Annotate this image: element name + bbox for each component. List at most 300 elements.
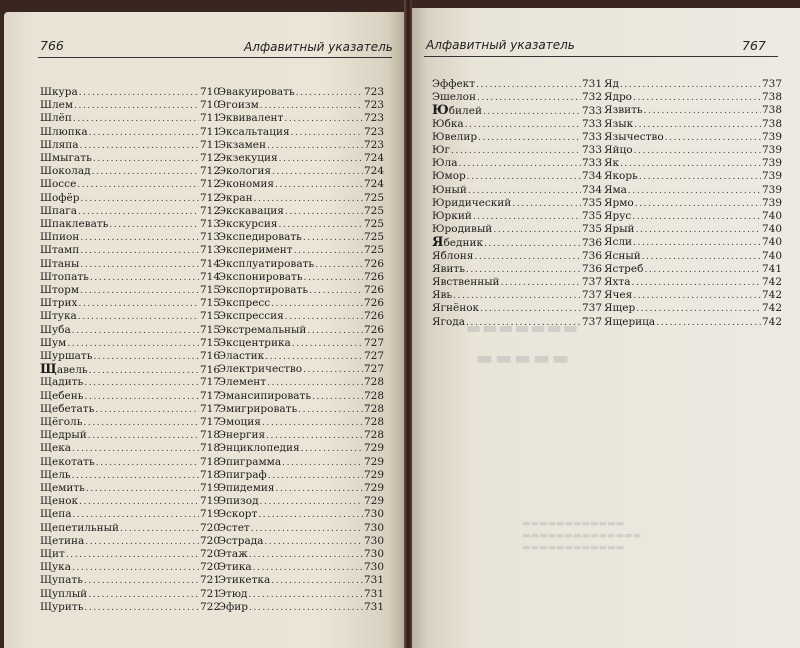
index-entry bbox=[218, 548, 384, 561]
index-entry bbox=[218, 469, 384, 482]
leader-dots bbox=[72, 562, 199, 575]
index-word: Щемить bbox=[40, 482, 85, 494]
index-word: Экспрессия bbox=[218, 310, 284, 323]
index-word: Эмигрировать bbox=[218, 402, 298, 415]
index-page-number: 732 bbox=[581, 91, 602, 104]
index-word: Юный bbox=[432, 183, 467, 196]
index-entry bbox=[218, 244, 384, 257]
index-page-number: 737 bbox=[581, 315, 602, 328]
index-entry bbox=[40, 495, 220, 508]
index-page-number: 728 bbox=[363, 402, 384, 415]
index-word: Щавель bbox=[40, 362, 88, 378]
index-entry bbox=[40, 337, 220, 350]
leader-dots bbox=[80, 232, 199, 245]
index-word: Юбилей bbox=[432, 103, 482, 119]
index-entry bbox=[218, 363, 384, 376]
index-entry bbox=[218, 376, 384, 389]
index-word: Шкура bbox=[40, 86, 78, 98]
index-word: Шофёр bbox=[40, 191, 80, 204]
leader-dots bbox=[109, 219, 199, 232]
index-page-number: 742 bbox=[761, 315, 782, 328]
index-entry bbox=[218, 429, 384, 442]
index-page-number: 724 bbox=[363, 165, 384, 178]
index-entry bbox=[40, 297, 220, 310]
index-page-number: 734 bbox=[581, 170, 602, 183]
index-page-number: 733 bbox=[581, 117, 602, 130]
index-word: Язык bbox=[604, 117, 634, 130]
index-page-number: 733 bbox=[581, 157, 602, 170]
index-page-number: 719 bbox=[199, 482, 220, 494]
index-page-number: 730 bbox=[363, 561, 384, 574]
index-word: Эквивалент bbox=[218, 112, 284, 125]
leader-dots bbox=[80, 193, 198, 206]
index-page-number: 717 bbox=[199, 416, 220, 428]
index-word: Шум bbox=[40, 336, 67, 349]
index-page-number: 736 bbox=[581, 237, 602, 250]
index-entry bbox=[40, 548, 220, 561]
index-word: Юг bbox=[432, 144, 451, 156]
index-page-number: 718 bbox=[199, 429, 220, 442]
index-entry bbox=[40, 258, 220, 271]
index-entry bbox=[604, 302, 782, 315]
index-word: Якорь bbox=[604, 170, 638, 183]
leader-dots bbox=[74, 100, 199, 113]
index-word: Щека bbox=[40, 442, 72, 455]
index-entry bbox=[218, 86, 384, 99]
index-page-number: 729 bbox=[363, 468, 384, 481]
index-word: Эксперимент bbox=[218, 244, 293, 257]
leader-dots bbox=[93, 153, 199, 166]
index-entry bbox=[218, 337, 384, 350]
index-entry bbox=[432, 157, 602, 170]
leader-dots bbox=[267, 377, 363, 390]
leader-dots bbox=[268, 470, 363, 483]
index-entry bbox=[40, 165, 220, 178]
leader-dots bbox=[636, 224, 761, 237]
index-entry bbox=[604, 250, 782, 263]
leader-dots bbox=[480, 303, 581, 316]
index-word: Щенок bbox=[40, 495, 79, 508]
index-page-number: 726 bbox=[363, 297, 384, 310]
index-entry bbox=[40, 192, 220, 205]
index-word: Ящер bbox=[604, 302, 636, 315]
index-entry bbox=[432, 302, 602, 315]
leader-dots bbox=[265, 351, 363, 364]
leader-dots bbox=[477, 92, 581, 105]
index-page-number: 726 bbox=[363, 310, 384, 323]
index-entry bbox=[218, 297, 384, 310]
leader-dots bbox=[282, 457, 363, 470]
index-entry bbox=[40, 284, 220, 297]
index-page-number: 740 bbox=[761, 210, 782, 222]
index-word: Эстрада bbox=[218, 534, 264, 547]
index-page-number: 722 bbox=[199, 600, 220, 613]
index-word: Эффект bbox=[432, 78, 476, 90]
index-page-number: 720 bbox=[199, 548, 220, 560]
index-word: Щадить bbox=[40, 376, 84, 389]
index-word: Эстет bbox=[218, 521, 250, 534]
index-entry bbox=[432, 91, 602, 104]
index-entry bbox=[40, 522, 220, 535]
index-page-number: 742 bbox=[761, 276, 782, 288]
index-entry bbox=[40, 442, 220, 455]
index-entry bbox=[218, 139, 384, 152]
leader-dots bbox=[285, 206, 363, 219]
right-page-number: 767 bbox=[742, 38, 766, 53]
index-page-number: 718 bbox=[199, 455, 220, 468]
index-entry bbox=[40, 429, 220, 442]
index-page-number: 716 bbox=[199, 364, 220, 377]
index-page-number: 713 bbox=[199, 244, 220, 257]
index-word: Яхта bbox=[604, 276, 631, 288]
index-word: Ягнёнок bbox=[432, 302, 480, 315]
leader-dots bbox=[451, 145, 581, 158]
index-word: Экология bbox=[218, 165, 272, 178]
leader-dots bbox=[78, 206, 199, 219]
index-page-number: 720 bbox=[199, 561, 220, 574]
index-entry bbox=[218, 310, 384, 323]
index-entry bbox=[218, 284, 384, 297]
leader-dots bbox=[315, 259, 363, 272]
leader-dots bbox=[84, 391, 199, 404]
index-page-number: 730 bbox=[363, 534, 384, 547]
index-page-number: 710 bbox=[199, 99, 220, 112]
index-page-number: 738 bbox=[761, 91, 782, 104]
index-entry bbox=[432, 250, 602, 263]
index-page-number: 715 bbox=[199, 310, 220, 323]
index-entry bbox=[432, 223, 602, 236]
index-entry bbox=[40, 205, 220, 218]
index-word: Щекотать bbox=[40, 455, 95, 468]
index-entry bbox=[218, 165, 384, 178]
leader-dots bbox=[95, 404, 199, 417]
index-entry bbox=[604, 263, 782, 276]
index-page-number: 723 bbox=[363, 138, 384, 151]
leader-dots bbox=[271, 298, 363, 311]
leader-dots bbox=[631, 277, 760, 290]
index-entry bbox=[432, 78, 602, 91]
index-entry bbox=[40, 416, 220, 429]
index-entry bbox=[218, 324, 384, 337]
index-word: Шторм bbox=[40, 284, 80, 296]
index-entry bbox=[432, 104, 602, 117]
leader-dots bbox=[632, 211, 761, 224]
index-entry bbox=[218, 482, 384, 495]
index-page-number: 729 bbox=[363, 482, 384, 494]
index-entry bbox=[40, 178, 220, 191]
index-entry bbox=[432, 131, 602, 144]
index-word: Экскурсия bbox=[218, 218, 278, 230]
leader-dots bbox=[254, 193, 363, 206]
index-entry bbox=[218, 258, 384, 271]
index-page-number: 737 bbox=[581, 289, 602, 302]
leader-dots bbox=[251, 523, 363, 536]
index-word: Шоссе bbox=[40, 178, 77, 191]
right-header-rule bbox=[424, 56, 778, 57]
leader-dots bbox=[309, 285, 363, 298]
index-entry bbox=[218, 561, 384, 574]
leader-dots bbox=[249, 549, 363, 562]
left-running-head: Алфавитный указатель bbox=[244, 40, 393, 54]
index-page-number: 719 bbox=[199, 508, 220, 521]
leader-dots bbox=[468, 185, 581, 198]
index-word: Эшелон bbox=[432, 91, 476, 104]
index-page-number: 723 bbox=[363, 112, 384, 125]
index-word: Явить bbox=[432, 262, 465, 275]
index-entry bbox=[40, 601, 220, 614]
index-word: Энергия bbox=[218, 429, 266, 442]
leader-dots bbox=[78, 311, 199, 324]
show-through-text: ▬▬▬▬▬▬▬▬▬▬▬▬ ▬▬▬▬▬▬▬▬▬▬▬▬▬▬ ▬▬▬▬▬▬▬▬▬▬▬▬ bbox=[522, 519, 642, 553]
index-entry bbox=[40, 482, 220, 495]
index-page-number: 728 bbox=[363, 416, 384, 428]
index-word: Эмоция bbox=[218, 416, 261, 428]
index-entry bbox=[604, 276, 782, 289]
index-word: Щедрый bbox=[40, 429, 87, 442]
index-entry bbox=[218, 390, 384, 403]
index-word: Щурить bbox=[40, 600, 84, 613]
index-entry bbox=[218, 205, 384, 218]
leader-dots bbox=[291, 127, 363, 140]
index-page-number: 726 bbox=[363, 284, 384, 296]
index-entry bbox=[40, 126, 220, 139]
index-entry bbox=[40, 218, 220, 231]
index-word: Экспедировать bbox=[218, 231, 302, 244]
index-word: Экзамен bbox=[218, 138, 266, 151]
index-entry bbox=[40, 324, 220, 337]
leader-dots bbox=[79, 87, 199, 100]
index-entry bbox=[604, 316, 782, 329]
index-entry bbox=[40, 363, 220, 376]
index-page-number: 736 bbox=[581, 262, 602, 275]
index-word: Юмор bbox=[432, 170, 466, 183]
index-page-number: 738 bbox=[761, 117, 782, 130]
index-page-number: 739 bbox=[761, 196, 782, 209]
index-entry bbox=[604, 144, 782, 157]
index-page-number: 740 bbox=[761, 236, 782, 249]
leader-dots bbox=[478, 132, 581, 145]
leader-dots bbox=[458, 158, 580, 171]
leader-dots bbox=[253, 562, 363, 575]
index-word: Щебень bbox=[40, 389, 84, 402]
index-word: Яблоня bbox=[432, 249, 474, 262]
index-word: Щель bbox=[40, 468, 71, 481]
leader-dots bbox=[260, 496, 363, 509]
leader-dots bbox=[298, 404, 363, 417]
index-page-number: 740 bbox=[761, 249, 782, 262]
index-word: Яма bbox=[604, 183, 627, 196]
index-page-number: 723 bbox=[363, 86, 384, 98]
index-entry bbox=[40, 469, 220, 482]
index-entry bbox=[40, 231, 220, 244]
index-word: Этаж bbox=[218, 548, 248, 560]
index-entry bbox=[604, 289, 782, 302]
index-entry bbox=[218, 403, 384, 416]
index-entry bbox=[218, 192, 384, 205]
leader-dots bbox=[96, 457, 199, 470]
leader-dots bbox=[77, 179, 199, 192]
leader-dots bbox=[453, 290, 581, 303]
index-entry bbox=[218, 522, 384, 535]
leader-dots bbox=[628, 185, 761, 198]
index-entry bbox=[432, 210, 602, 223]
index-page-number: 718 bbox=[199, 442, 220, 455]
index-word: Экстремальный bbox=[218, 323, 307, 336]
index-page-number: 726 bbox=[363, 323, 384, 336]
leader-dots bbox=[72, 325, 199, 338]
leader-dots bbox=[85, 536, 199, 549]
index-entry bbox=[40, 350, 220, 363]
index-page-number: 733 bbox=[581, 144, 602, 156]
index-page-number: 712 bbox=[199, 191, 220, 204]
index-entry bbox=[218, 126, 384, 139]
index-page-number: 739 bbox=[761, 170, 782, 183]
index-word: Ячея bbox=[604, 289, 633, 302]
index-entry bbox=[604, 184, 782, 197]
index-word: Ягода bbox=[432, 315, 466, 328]
leader-dots bbox=[86, 483, 199, 496]
index-page-number: 715 bbox=[199, 284, 220, 296]
index-page-number: 739 bbox=[761, 130, 782, 143]
index-entry bbox=[604, 170, 782, 183]
index-word: Ясный bbox=[604, 249, 641, 262]
index-word: Щетина bbox=[40, 534, 85, 547]
leader-dots bbox=[262, 417, 363, 430]
index-word: Щепа bbox=[40, 508, 72, 521]
index-entry bbox=[218, 350, 384, 363]
index-page-number: 734 bbox=[581, 183, 602, 196]
index-page-number: 713 bbox=[199, 218, 220, 230]
index-page-number: 731 bbox=[581, 78, 602, 90]
index-word: Этюд bbox=[218, 587, 248, 600]
index-page-number: 712 bbox=[199, 152, 220, 164]
index-entry bbox=[432, 144, 602, 157]
index-word: Эвакуировать bbox=[218, 86, 295, 98]
left-page-number: 766 bbox=[40, 38, 64, 53]
index-entry bbox=[218, 178, 384, 191]
index-page-number: 721 bbox=[199, 587, 220, 600]
right-page bbox=[412, 8, 800, 648]
index-word: Шпага bbox=[40, 204, 78, 217]
index-entry bbox=[432, 289, 602, 302]
index-entry bbox=[40, 86, 220, 99]
leader-dots bbox=[466, 264, 581, 277]
index-page-number: 739 bbox=[761, 157, 782, 170]
index-page-number: 715 bbox=[199, 297, 220, 310]
leader-dots bbox=[267, 140, 363, 153]
index-word: Эгоизм bbox=[218, 99, 259, 112]
leader-dots bbox=[303, 364, 363, 377]
leader-dots bbox=[635, 198, 761, 211]
index-word: Экран bbox=[218, 191, 253, 204]
index-word: Юродивый bbox=[432, 223, 493, 236]
leader-dots bbox=[66, 549, 199, 562]
index-word: Як bbox=[604, 157, 620, 170]
leader-dots bbox=[258, 509, 363, 522]
index-entry bbox=[432, 263, 602, 276]
index-word: Эпиграмма bbox=[218, 455, 282, 468]
index-entry bbox=[604, 236, 782, 249]
index-word: Шпион bbox=[40, 231, 80, 244]
index-page-number: 730 bbox=[363, 521, 384, 534]
index-word: Щебетать bbox=[40, 402, 95, 415]
leader-dots bbox=[312, 391, 363, 404]
leader-dots bbox=[80, 259, 199, 272]
leader-dots bbox=[276, 483, 363, 496]
leader-dots bbox=[307, 325, 363, 338]
index-entry bbox=[218, 574, 384, 587]
index-word: Эпизод bbox=[218, 495, 259, 508]
index-entry bbox=[604, 157, 782, 170]
index-page-number: 736 bbox=[581, 249, 602, 262]
index-page-number: 724 bbox=[363, 178, 384, 191]
index-word: Элемент bbox=[218, 376, 267, 389]
leader-dots bbox=[634, 119, 761, 132]
index-entry bbox=[218, 442, 384, 455]
index-page-number: 730 bbox=[363, 548, 384, 560]
index-entry bbox=[218, 271, 384, 284]
leader-dots bbox=[92, 166, 199, 179]
leader-dots bbox=[296, 87, 363, 100]
index-word: Яйцо bbox=[604, 144, 633, 156]
index-word: Ядро bbox=[604, 91, 632, 104]
index-entry bbox=[604, 210, 782, 223]
index-page-number: 723 bbox=[363, 125, 384, 138]
leader-dots bbox=[78, 298, 199, 311]
leader-dots bbox=[512, 198, 581, 211]
index-word: Ювелир bbox=[432, 130, 478, 143]
index-page-number: 729 bbox=[363, 442, 384, 455]
index-word: Ящерица bbox=[604, 315, 656, 328]
index-word: Щёголь bbox=[40, 416, 83, 428]
index-word: Экскавация bbox=[218, 204, 284, 217]
leader-dots bbox=[501, 277, 581, 290]
index-page-number: 735 bbox=[581, 223, 602, 236]
leader-dots bbox=[303, 232, 363, 245]
index-page-number: 713 bbox=[199, 231, 220, 244]
leader-dots bbox=[279, 153, 363, 166]
index-page-number: 729 bbox=[363, 495, 384, 508]
leader-dots bbox=[90, 272, 199, 285]
book-gutter bbox=[404, 0, 412, 648]
index-word: Щупать bbox=[40, 574, 83, 587]
leader-dots bbox=[260, 100, 363, 113]
index-word: Ястреб bbox=[604, 262, 644, 275]
index-entry bbox=[40, 139, 220, 152]
index-page-number: 710 bbox=[199, 86, 220, 98]
index-entry bbox=[604, 197, 782, 210]
index-word: Экспортировать bbox=[218, 284, 309, 296]
index-page-number: 717 bbox=[199, 376, 220, 389]
index-entry bbox=[604, 118, 782, 131]
leader-dots bbox=[620, 79, 761, 92]
index-word: Язвить bbox=[604, 104, 643, 117]
index-entry bbox=[40, 508, 220, 521]
show-through-text: ▬▬▬▬▬▬▬ bbox=[466, 318, 579, 337]
index-page-number: 725 bbox=[363, 244, 384, 257]
index-word: Эскорт bbox=[218, 508, 258, 521]
index-page-number: 720 bbox=[199, 521, 220, 534]
leader-dots bbox=[636, 303, 761, 316]
index-entry bbox=[218, 495, 384, 508]
leader-dots bbox=[633, 237, 761, 250]
leader-dots bbox=[284, 113, 363, 126]
leader-dots bbox=[88, 430, 199, 443]
leader-dots bbox=[656, 317, 761, 330]
leader-dots bbox=[266, 430, 363, 443]
leader-dots bbox=[271, 575, 363, 588]
index-word: Ябедник bbox=[432, 235, 484, 251]
